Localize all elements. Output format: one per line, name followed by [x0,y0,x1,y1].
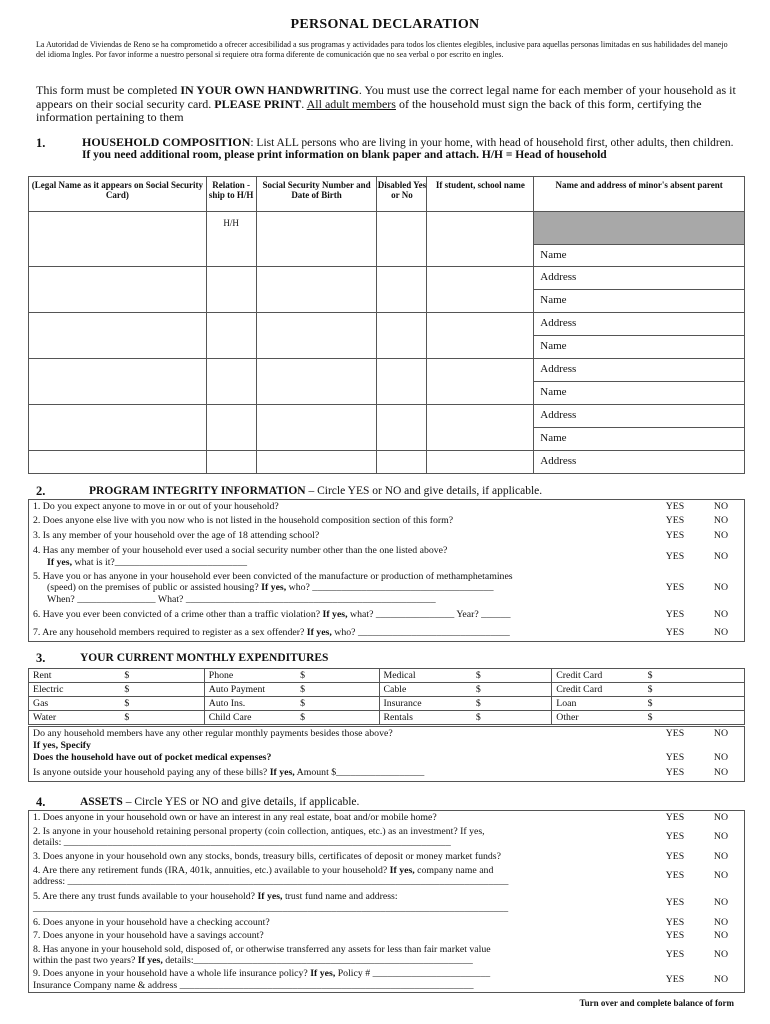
absent-parent-address[interactable]: Address [534,267,745,290]
yes-option[interactable]: YES [665,974,685,985]
integrity-q1: 1. Do you expect anyone to move in or out of your household? [33,501,279,512]
asset-q4: 4. Are there any retirement funds (IRA, 401k, annuities, etc.) available to your household? If yes, company name and address: __________________________________________________________________________________________ [33,864,509,887]
no-option[interactable]: NO [713,626,729,638]
name-cell[interactable] [29,451,207,474]
expense-label: Gas [29,697,121,711]
yes-option[interactable]: YES [665,850,685,862]
name-cell[interactable] [29,267,207,313]
disabled-cell[interactable] [377,451,427,474]
expense-amount-field[interactable]: $ [120,669,204,683]
expense-amount-field[interactable]: $ [296,669,379,683]
section-1-heading: HOUSEHOLD COMPOSITION: List ALL persons who are living in your home, with head of household first, other adults, then children. If you need additional room, please print information on blank paper and attach. H/H = Head of household [82,135,734,161]
integrity-q3: 3. Is any member of your household over the age of 18 attending school? [33,529,320,541]
yes-option[interactable]: YES [665,767,685,778]
absent-parent-address[interactable]: Address [534,359,745,382]
name-cell[interactable] [29,359,207,405]
expense-label: Cable [379,683,472,697]
no-option[interactable]: NO [713,501,729,512]
expense-label: Auto Payment [204,683,296,697]
ssn-cell[interactable] [256,451,377,474]
form-title: PERSONAL DECLARATION [290,17,480,32]
q6-details-field[interactable]: what? ________________ Year? ______ [347,609,511,621]
relationship-cell[interactable] [206,451,256,474]
asset-q5: 5. Are there any trust funds available to your household? If yes, trust fund name and address: _________________________________________________________________________________________________ [33,891,509,914]
insurance-company-field[interactable]: Insurance Company name & address ____________________________________________________________ [33,979,474,991]
yes-option[interactable]: YES [665,582,685,594]
asset-q1: 1. Does anyone in your household own or have an interest in any real estate, boat and/or mobile home? [33,812,437,823]
disabled-cell[interactable] [377,212,427,267]
yes-option[interactable]: YES [665,917,685,929]
expense-q2: Does the household have out of pocket medical expenses? [33,752,272,764]
no-option[interactable]: NO [713,949,729,961]
disabled-cell[interactable] [377,267,427,313]
relationship-cell[interactable] [206,405,256,451]
expense-amount-field[interactable]: $ [472,697,552,711]
student-cell[interactable] [427,267,534,313]
yes-option[interactable]: YES [665,626,685,638]
student-cell[interactable] [427,313,534,359]
expense-amount-field[interactable]: $ [296,697,379,711]
expense-amount-field[interactable]: $ [644,711,745,725]
no-option[interactable]: NO [713,870,729,882]
ssn-cell[interactable] [256,359,377,405]
amount-field[interactable]: Amount $__________________ [294,767,425,778]
q5-who-field[interactable]: who? _____________________________________ [286,582,494,594]
yes-option[interactable]: YES [665,930,685,942]
q8-details-field[interactable]: details:_________________________________________________________ [162,955,473,966]
yes-option[interactable]: YES [665,529,685,541]
disabled-cell[interactable] [377,313,427,359]
header-absent-parent: Name and address of minor's absent parent [534,177,745,212]
name-cell[interactable] [29,313,207,359]
no-option[interactable]: NO [713,550,729,562]
expense-amount-field[interactable]: $ [120,683,204,697]
expenditures-table [28,668,745,725]
yes-option[interactable]: YES [665,501,685,512]
no-option[interactable]: NO [713,582,729,594]
ssn-cell[interactable] [256,267,377,313]
expense-label: Credit Card [552,683,644,697]
no-option[interactable]: NO [713,974,729,985]
expenditure-questions [28,726,745,782]
expense-amount-field[interactable]: $ [644,683,745,697]
expense-amount-field[interactable]: $ [472,711,552,725]
header-relationship: Relation -ship to H/H [206,177,256,212]
no-option[interactable]: NO [713,850,729,862]
header-ssn-dob: Social Security Number and Date of Birth [256,177,377,212]
yes-option[interactable]: YES [665,550,685,562]
expense-q1: Do any household members have any other regular monthly payments besides those above? [33,727,393,739]
no-option[interactable]: NO [713,812,729,823]
integrity-q5: 5. Have you or has anyone in your household ever been convicted of the manufacture or production of methamphetamines (speed) on the premises of public or assisted housing? If yes, who? _____________________________________ When? ________________ What? ___________________________________________________ [33,570,513,605]
program-integrity-table [28,499,745,642]
expense-amount-field[interactable]: $ [644,669,745,683]
yes-option[interactable]: YES [665,609,685,621]
no-option[interactable]: NO [713,514,729,526]
expense-amount-field[interactable]: $ [472,683,552,697]
asset-q8: 8. Has anyone in your household sold, disposed of, or otherwise transferred any assets for less than fair market value within the past two years? If yes, details:_________________________________________________________ [33,943,491,966]
expense-label: Other [552,711,644,725]
relationship-cell[interactable] [206,267,256,313]
intro-instructions: This form must be completed IN YOUR OWN HANDWRITING. You must use the correct legal name for each member of your household as it appears on their social security card. PLEASE PRINT. All adult members of the household must sign the back of this form, certifying the information pertaining to them [36,83,736,125]
name-cell[interactable] [29,405,207,451]
expense-row [29,683,745,697]
expense-label: Auto Ins. [204,697,296,711]
section-3-number: 3. [36,651,46,665]
q7-details-field[interactable]: who? _______________________________ [331,626,510,638]
no-option[interactable]: NO [713,609,729,621]
q2-details-field[interactable]: details: _______________________________________________________________________________ [33,837,451,848]
header-student: If student, school name [427,177,534,212]
spanish-accessibility-notice: La Autoridad de Viviendas de Reno se ha comprometido a ofrecer accesibilidad a sus programas y actividades para todos los clientes elegibles, inclusive para aquellas personas limitadas en sus habilidades del manejo del idioma Ingles. Por favor informe a nuestro personal si requiere otra forma diferente de comunicación que no sea verbal o por escrito en ingles. [36,40,728,59]
header-legal-name: (Legal Name as it appears on Social Security Card) [29,177,207,212]
q4-details-field[interactable]: what is it?___________________________ [72,556,248,568]
integrity-q6: 6. Have you ever been convicted of a crime other than a traffic violation? If yes, what? ________________ Year? ______ [33,609,511,621]
ssn-cell[interactable] [256,313,377,359]
expense-amount-field[interactable]: $ [120,711,204,725]
section-2-number: 2. [36,484,46,498]
yes-option[interactable]: YES [665,514,685,526]
asset-q6: 6. Does anyone in your household have a checking account? [33,917,270,929]
expense-label: Phone [204,669,296,683]
expense-amount-field[interactable]: $ [644,697,745,711]
absent-parent-name[interactable]: Name [534,382,745,405]
expense-amount-field[interactable]: $ [472,669,552,683]
section-2-heading: PROGRAM INTEGRITY INFORMATION – Circle YES or NO and give details, if applicable. [89,485,543,497]
student-cell[interactable] [427,405,534,451]
absent-parent-name[interactable]: Name [534,290,745,313]
section-1-number: 1. [36,136,46,150]
q5-when-what-field[interactable]: When? ________________ What? ___________________________________________________ [47,593,436,605]
absent-parent-address[interactable]: Address [534,313,745,336]
yes-option[interactable]: YES [665,949,685,961]
no-option[interactable]: NO [713,752,729,764]
absent-parent-name[interactable]: Name [534,428,745,451]
assets-table [28,810,745,993]
hh-relationship-cell: H/H [206,212,256,267]
yes-option[interactable]: YES [665,752,685,764]
no-option[interactable]: NO [713,917,729,929]
yes-option[interactable]: YES [665,831,685,843]
integrity-q4: 4. Has any member of your household ever used a social security number other than the one listed above? If yes, what is it?___________________________ [33,545,448,568]
integrity-q7: 7. Are any household members required to register as a sex offender? If yes, who? _______________________________ [33,626,510,638]
name-cell[interactable] [29,212,207,267]
expense-q1-specify[interactable]: If yes, Specify [33,739,91,751]
ssn-cell[interactable] [256,212,377,267]
yes-option[interactable]: YES [665,812,685,823]
expense-q3: Is anyone outside your household paying any of these bills? If yes, Amount $__________________ [33,767,425,778]
no-option[interactable]: NO [713,767,729,778]
expense-amount-field[interactable]: $ [296,711,379,725]
absent-parent-name[interactable]: Name [534,336,745,359]
disabled-cell[interactable] [377,359,427,405]
expense-row [29,669,745,683]
student-cell[interactable] [427,359,534,405]
no-option[interactable]: NO [713,930,729,942]
q5-trust-field[interactable]: _________________________________________________________________________________________________ [33,902,509,914]
expense-label: Loan [552,697,644,711]
shaded-cell [534,212,745,245]
household-composition-table [28,176,745,474]
asset-q3: 3. Does anyone in your household own any stocks, bonds, treasury bills, certificates of deposit or money market funds? [33,850,501,862]
expense-row [29,711,745,725]
section-3-heading: YOUR CURRENT MONTHLY EXPENDITURES [80,652,329,664]
expense-label: Rent [29,669,121,683]
expense-label: Child Care [204,711,296,725]
yes-option[interactable]: YES [665,870,685,882]
expense-label: Insurance [379,697,472,711]
student-cell[interactable] [427,451,534,474]
absent-parent-name[interactable]: Name [534,245,745,267]
section-4-heading: ASSETS – Circle YES or NO and give details, if applicable. [80,796,360,808]
expense-label: Rentals [379,711,472,725]
absent-parent-address[interactable]: Address [534,451,745,474]
yes-option[interactable]: YES [665,896,685,908]
no-option[interactable]: NO [713,831,729,843]
disabled-cell[interactable] [377,405,427,451]
expense-label: Water [29,711,121,725]
no-option[interactable]: NO [713,896,729,908]
q4-address-field[interactable]: address: __________________________________________________________________________________________ [33,876,509,887]
policy-number-field[interactable]: Policy # ________________________ [335,968,491,980]
relationship-cell[interactable] [206,313,256,359]
no-option[interactable]: NO [713,727,729,739]
integrity-q2: 2. Does anyone else live with you now who is not listed in the household composition section of this form? [33,514,454,526]
expense-amount-field[interactable]: $ [296,683,379,697]
no-option[interactable]: NO [713,529,729,541]
section-4-number: 4. [36,795,46,809]
footer-note: Turn over and complete balance of form [579,998,734,1008]
header-disabled: Disabled Yes or No [377,177,427,212]
ssn-cell[interactable] [256,405,377,451]
expense-amount-field[interactable]: $ [120,697,204,711]
expense-row [29,697,745,711]
asset-q9: 9. Does anyone in your household have a whole life insurance policy? If yes, Policy # ________________________ Insurance Company name & address ____________________________________________________________ [33,968,491,991]
yes-option[interactable]: YES [665,727,685,739]
absent-parent-address[interactable]: Address [534,405,745,428]
expense-label: Medical [379,669,472,683]
asset-q7: 7. Does anyone in your household have a savings account? [33,930,264,942]
expense-label: Credit Card [552,669,644,683]
expense-label: Electric [29,683,121,697]
relationship-cell[interactable] [206,359,256,405]
student-cell[interactable] [427,212,534,267]
asset-q2: 2. Is anyone in your household retaining personal property (coin collection, antiques, etc.) as an investment? If yes, details: _______________________________________________________________________________ [33,825,485,848]
